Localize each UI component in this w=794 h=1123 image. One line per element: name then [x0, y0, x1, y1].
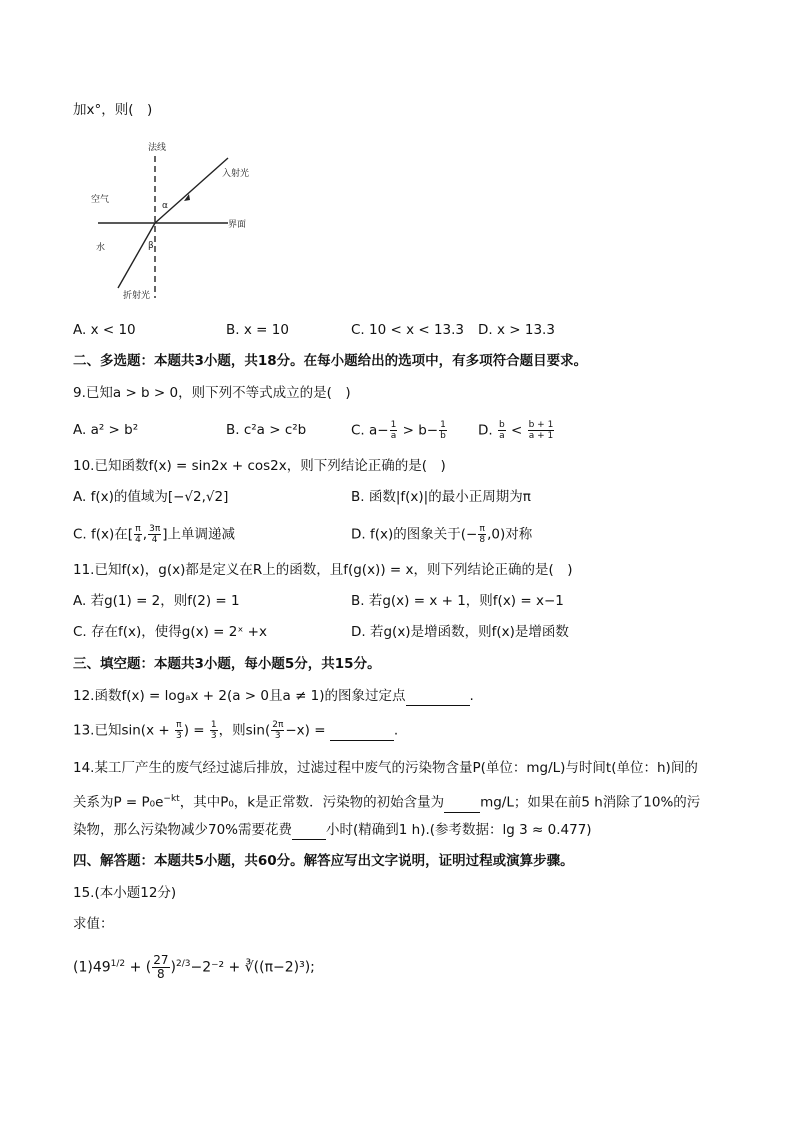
q8-option-d: D. x > 13.3: [478, 322, 555, 338]
refraction-diagram: [88, 138, 268, 303]
q15-expression: $(1)49^{1/2}$ + ( $\frac{27}{8}$ )$^{2/3}$−2⁻² + ∛((π−2)³);: [73, 953, 315, 982]
answer-blank: [406, 691, 470, 706]
q9-option-a: A. a² > b²: [73, 422, 139, 438]
q14-line-3: 染物，那么污染物减少70%需要花费 小时(精确到1 h).(参考数据：lg 3 ≈ 0.477): [73, 822, 592, 838]
q10-stem: 10.已知函数f(x) = sin2x + cos2x，则下列结论正确的是( ): [73, 458, 446, 474]
q14-line-1: 14.某工厂产生的废气经过滤后排放，过滤过程中废气的污染物含量P(单位：mg/L)与时间t(单位：h)间的: [73, 760, 698, 776]
fraction: $\frac{1}{3}$: [210, 720, 217, 741]
beta-label: β: [148, 241, 154, 251]
question-8-stem-tail: 加x°，则( ): [73, 102, 153, 118]
q12: 12.函数f(x) = logₐx + 2(a > 0且a ≠ 1)的图象过定点 .: [73, 688, 474, 704]
alpha-label: α: [162, 201, 168, 211]
section-4-heading: 四、解答题：本题共5小题，共60分。解答应写出文字说明，证明过程或演算步骤。: [73, 853, 574, 869]
answer-blank: [330, 726, 394, 741]
q10-option-a: A. f(x)的值域为[−√2,√2]: [73, 489, 229, 505]
q9-stem: 9.已知a > b > 0，则下列不等式成立的是( ): [73, 385, 351, 401]
q8-option-a: A. x < 10: [73, 322, 136, 338]
q10-option-d: D. f(x)的图象关于(− $\frac{\pi}{8}$ ,0)对称: [351, 524, 533, 545]
fraction: $\frac{1}{b}$: [440, 420, 446, 441]
incident-ray: [155, 158, 228, 223]
section-2-heading: 二、多选题：本题共3小题，共18分。在每小题给出的选项中，有多项符合题目要求。: [73, 353, 588, 369]
fraction: $\frac{\pi}{8}$: [479, 524, 486, 545]
fraction: $\frac{b + 1}{a + 1}$: [528, 420, 554, 441]
q13: 13.已知sin(x + $\frac{\pi}{3}$ ) = $\frac{1}{3}$ ，则sin( $\frac{2\pi}{3}$ −x) = .: [73, 720, 399, 741]
air-label: 空气: [91, 195, 110, 205]
incident-label: 入射光: [222, 169, 250, 179]
refracted-ray: [118, 223, 155, 288]
answer-blank: [292, 825, 326, 840]
fraction: $\frac{3\pi}{4}$: [149, 524, 161, 545]
refracted-label: 折射光: [123, 291, 151, 301]
fraction: $\frac{\pi}{3}$: [175, 720, 182, 741]
fraction: $\frac{1}{a}$: [390, 420, 397, 441]
q15-header: 15.(本小题12分): [73, 885, 177, 901]
interface-label: 界面: [228, 220, 247, 230]
fraction: $\frac{2\pi}{3}$: [272, 720, 284, 741]
answer-blank: [444, 798, 480, 813]
q14-line-2: 关系为$P = P_0e^{-kt}$，其中P₀，k是正常数．污染物的初始含量为 mg/L；如果在前5 h消除了10%的污: [73, 794, 701, 811]
water-label: 水: [96, 243, 106, 253]
normal-label: 法线: [148, 143, 167, 153]
section-3-heading: 三、填空题：本题共3小题，每小题5分，共15分。: [73, 656, 381, 672]
q11-option-a: A. 若g(1) = 2，则f(2) = 1: [73, 593, 240, 609]
q11-stem: 11.已知f(x)，g(x)都是定义在R上的函数，且f(g(x)) = x，则下列结论正确的是( ): [73, 562, 573, 578]
q11-option-d: D. 若g(x)是增函数，则f(x)是增函数: [351, 624, 569, 640]
fraction: $\frac{\pi}{4}$: [135, 524, 141, 545]
q11-option-b: B. 若g(x) = x + 1，则f(x) = x−1: [351, 593, 564, 609]
q15-ask: 求值：: [73, 916, 114, 932]
q9-option-c: C. a− $\frac{1}{a}$ > b− $\frac{1}{b}$: [351, 420, 446, 441]
q8-option-c: C. 10 < x < 13.3: [351, 322, 465, 338]
q10-option-c: C. f(x)在[ $\frac{\pi}{4}$ , $\frac{3\pi}{4}$ ]上单调递减: [73, 524, 236, 545]
q9-option-d: D. $\frac{b}{a}$ < $\frac{b + 1}{a + 1}$: [478, 420, 554, 441]
fraction: $\frac{27}{8}$: [153, 953, 169, 982]
q9-option-b: B. c²a > c²b: [226, 422, 307, 438]
q10-option-b: B. 函数|f(x)|的最小正周期为π: [351, 489, 531, 505]
fraction: $\frac{b}{a}$: [498, 420, 505, 441]
q8-option-b: B. x = 10: [226, 322, 289, 338]
q11-option-c: C. 存在f(x)，使得g(x) = 2ˣ +x: [73, 624, 267, 640]
